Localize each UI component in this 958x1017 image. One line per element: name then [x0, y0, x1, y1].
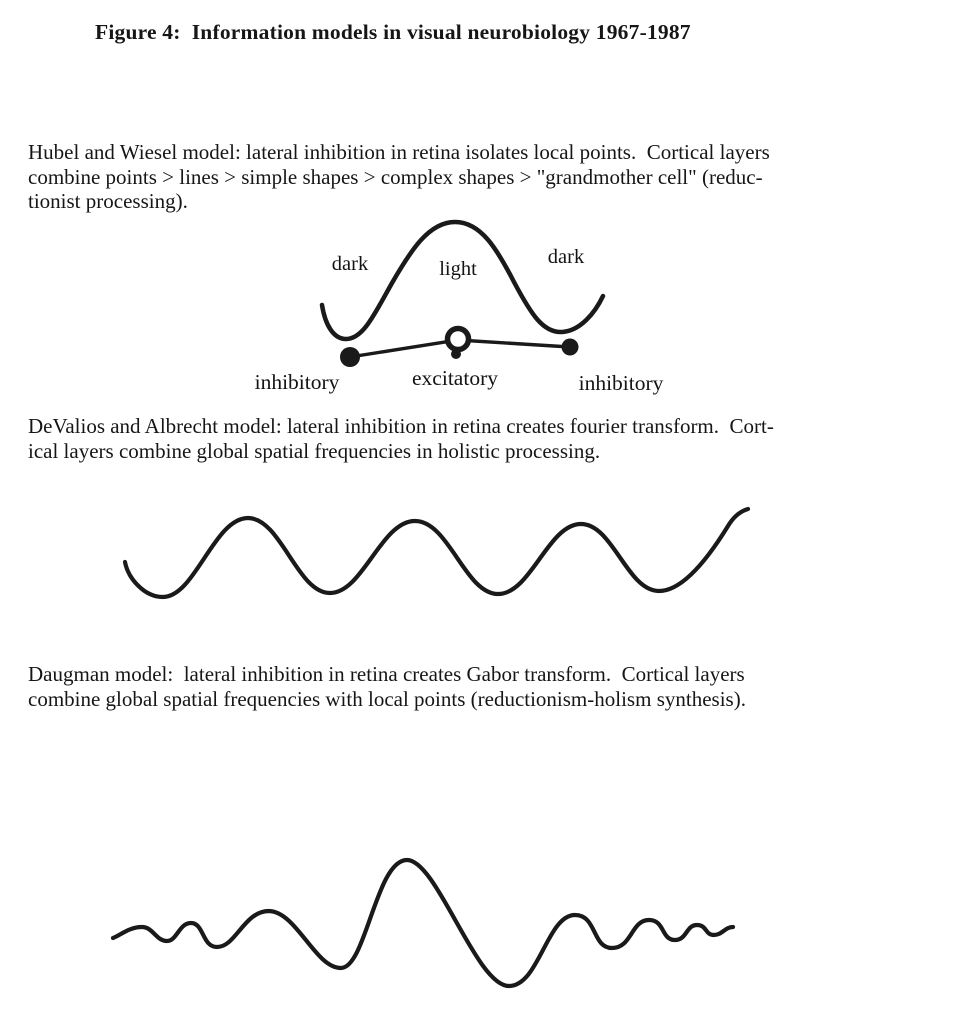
node-label-inhibitory-right: inhibitory — [578, 371, 664, 395]
gabor-wavelet-curve — [113, 860, 733, 986]
daugman-paragraph — [28, 662, 746, 711]
region-label-dark-right: dark — [547, 246, 585, 268]
region-label-dark-left: dark — [331, 253, 369, 275]
sine-wave-curve — [125, 509, 748, 597]
inhibitory-node-right — [562, 339, 579, 356]
receptive-field-diagram — [250, 212, 700, 407]
figure-title: Figure 4: Information models in visual neurobiology 1967-1987 — [95, 20, 691, 44]
region-label-light: light — [439, 258, 477, 280]
gabor-wavelet-svg — [85, 832, 765, 1012]
paragraph-line: DeValios and Albrecht model: lateral inhibition in retina creates fourier transform. Cort- — [28, 414, 774, 438]
paragraph-line: Daugman model: lateral inhibition in retina creates Gabor transform. Cortical layers — [28, 662, 745, 686]
sine-wave-svg — [100, 490, 760, 615]
sine-wave-diagram — [100, 490, 760, 615]
paragraph-line: Hubel and Wiesel model: lateral inhibition in retina isolates local points. Cortical layers — [28, 140, 770, 164]
paragraph-line: combine global spatial frequencies with local points (reductionism-holism synthesis). — [28, 686, 746, 711]
excitatory-node — [448, 329, 469, 350]
hubel-wiesel-paragraph — [28, 140, 770, 214]
node-label-inhibitory-left: inhibitory — [254, 370, 340, 394]
node-label-excitatory: excitatory — [412, 366, 498, 390]
devalios-albrecht-paragraph — [28, 414, 774, 463]
paragraph-line: ical layers combine global spatial frequencies in holistic processing. — [28, 438, 601, 463]
inhibitory-node-left — [340, 347, 360, 367]
paragraph-line: combine points > lines > simple shapes > complex shapes > "grandmother cell" (reduc- — [28, 164, 763, 189]
gabor-wavelet-diagram — [85, 832, 765, 1012]
paragraph-line: tionist processing). — [28, 189, 188, 213]
